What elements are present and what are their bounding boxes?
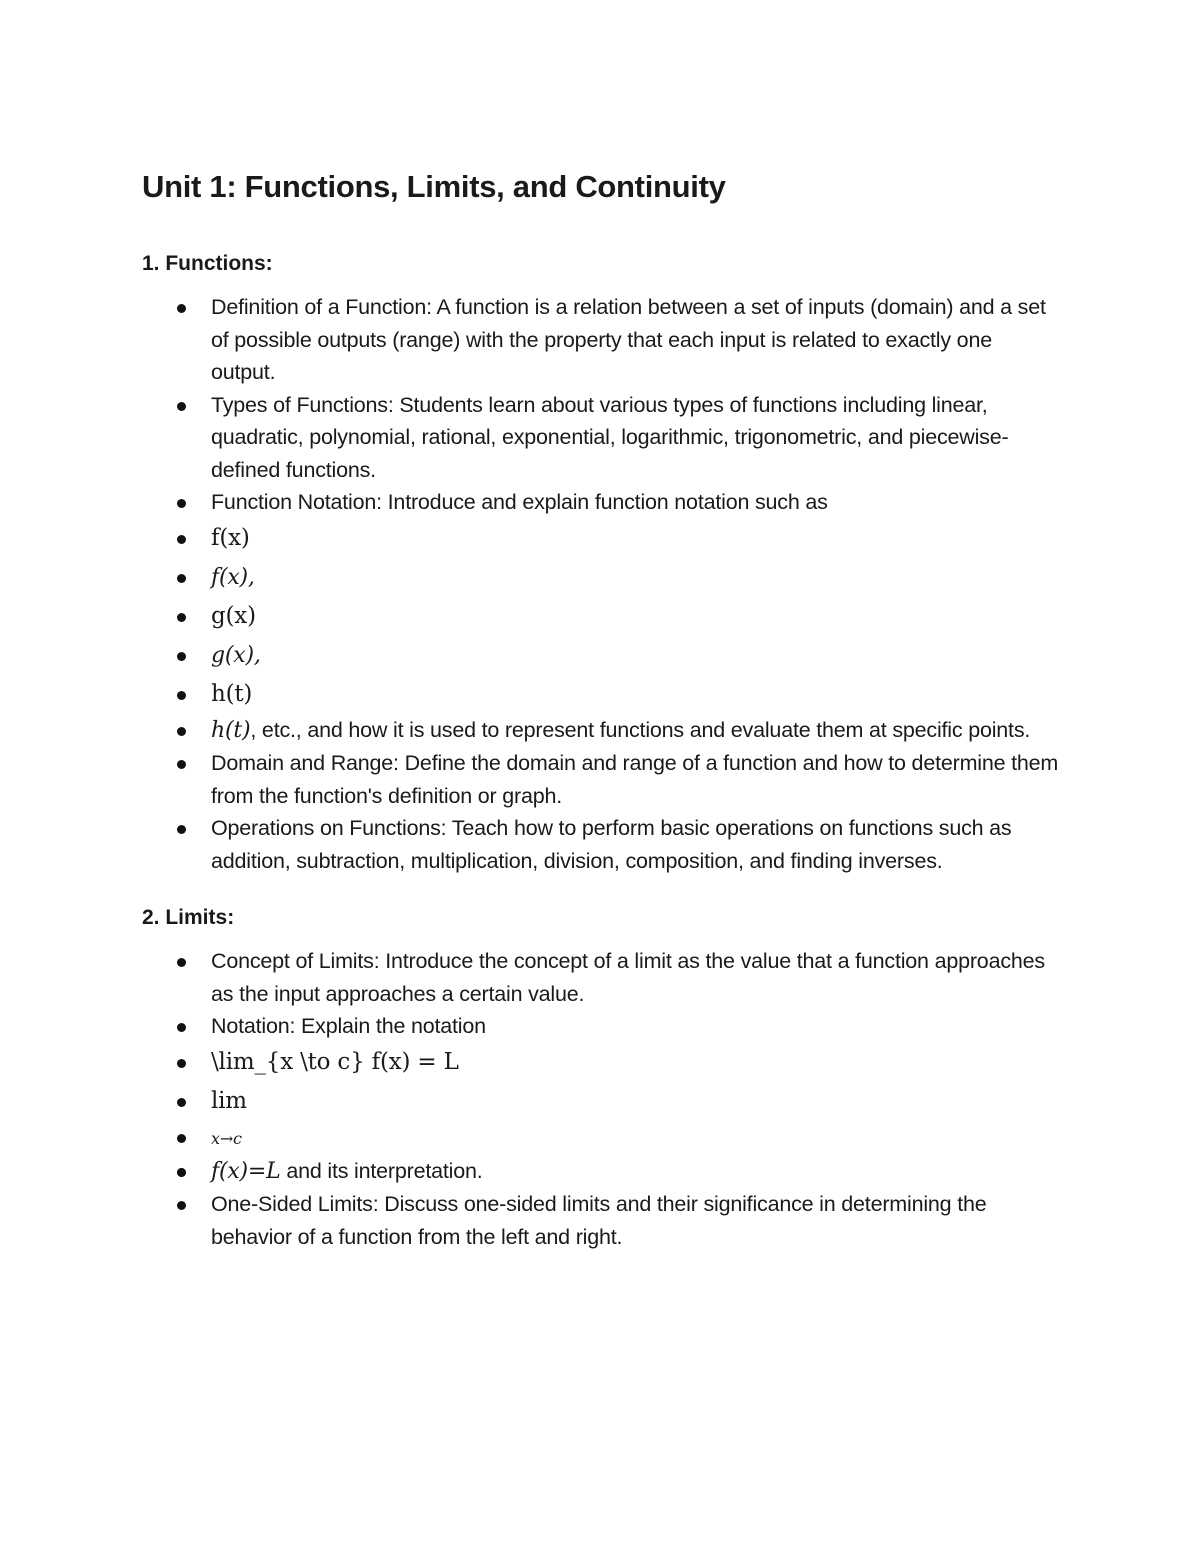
list-item: x→c [142, 1121, 1062, 1155]
list-item: Notation: Explain the notation [142, 1010, 1062, 1043]
list-item: One-Sided Limits: Discuss one-sided limits and their significance in determining the behavior of a function from the left and right. [142, 1188, 1062, 1253]
section-limits [142, 903, 1062, 1253]
bullet-icon [177, 1134, 186, 1143]
bullet-icon [177, 613, 186, 622]
section-heading: 2. Limits: [142, 906, 235, 929]
list-item: g(x), [142, 636, 1062, 675]
bullet-icon [177, 304, 186, 313]
list-item: Definition of a Function: A function is a relation between a set of inputs (domain) and a set of possible outputs (range) with the property that each input is related to exactly one output. [142, 291, 1062, 389]
bullet-icon [177, 1098, 186, 1107]
page-title: Unit 1: Functions, Limits, and Continuity [142, 169, 726, 204]
bullet-icon [177, 1168, 186, 1177]
list-item: h(t), etc., and how it is used to represent functions and evaluate them at specific points. [142, 714, 1062, 748]
bullet-icon [177, 1023, 186, 1032]
list-item: f(x) [142, 519, 1062, 558]
list-item: f(x), [142, 558, 1062, 597]
list-item: Domain and Range: Define the domain and range of a function and how to determine them from the function's definition or graph. [142, 747, 1062, 812]
list-item: Operations on Functions: Teach how to perform basic operations on functions such as addition, subtraction, multiplication, division, composition, and finding inverses. [142, 812, 1062, 877]
list-item: Types of Functions: Students learn about various types of functions including linear, quadratic, polynomial, rational, exponential, logarithmic, trigonometric, and piecewise-defined functions. [142, 389, 1062, 487]
bullet-icon [177, 574, 186, 583]
list-item: Function Notation: Introduce and explain function notation such as [142, 486, 1062, 519]
bullet-icon [177, 1059, 186, 1068]
list-item: \lim_{x \to c} f(x) = L [142, 1043, 1062, 1082]
list-item: g(x) [142, 597, 1062, 636]
bullet-icon [177, 760, 186, 769]
bullet-icon [177, 535, 186, 544]
bullet-list [142, 945, 1062, 1253]
bullet-icon [177, 825, 186, 834]
list-item: Concept of Limits: Introduce the concept of a limit as the value that a function approaches as the input approaches a certain value. [142, 945, 1062, 1010]
bullet-icon [177, 402, 186, 411]
section-heading: 1. Functions: [142, 252, 273, 275]
bullet-list [142, 291, 1062, 877]
list-item: lim [142, 1082, 1062, 1121]
bullet-icon [177, 1201, 186, 1210]
bullet-icon [177, 652, 186, 661]
bullet-icon [177, 958, 186, 967]
list-item: h(t) [142, 675, 1062, 714]
bullet-icon [177, 691, 186, 700]
bullet-icon [177, 499, 186, 508]
list-item: f(x)=L and its interpretation. [142, 1155, 1062, 1189]
bullet-icon [177, 727, 186, 736]
section-functions [142, 249, 1062, 877]
section-spacer [142, 877, 1062, 903]
document-page [142, 165, 1062, 1253]
